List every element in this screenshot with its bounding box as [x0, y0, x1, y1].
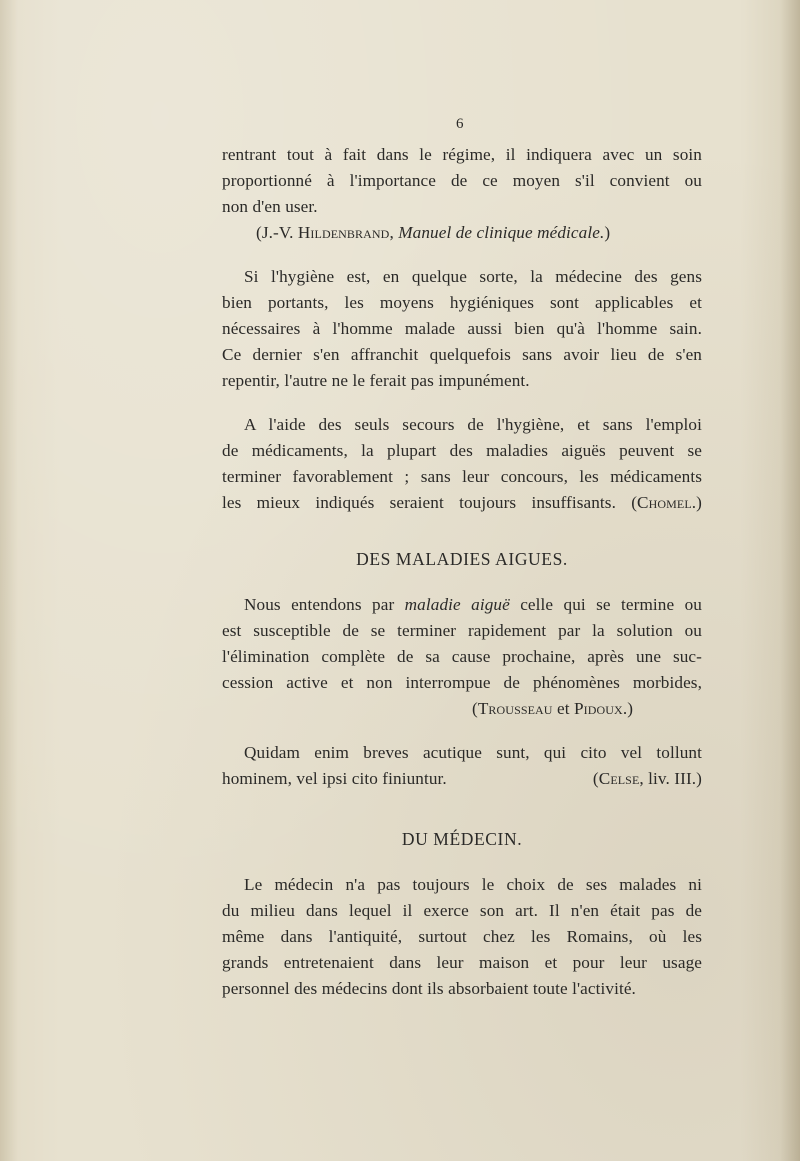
paragraph-continuation — [222, 142, 702, 246]
text-line: personnel des médecins dont ils absorbaient toute l'activité. — [222, 979, 636, 998]
text-block — [222, 142, 702, 1016]
text-line: non d'en user. — [222, 197, 318, 216]
attribution-and: et — [552, 699, 574, 718]
text-fragment: hominem, vel ipsi cito finiuntur. — [222, 769, 447, 788]
text-line: est susceptible de se terminer rapidement par la solution ou — [222, 621, 702, 640]
paragraph-latin-quote — [222, 740, 702, 792]
text-line: Quidam enim breves acutique sunt, qui cito vel tollunt — [244, 743, 702, 762]
attribution-close: ) — [604, 223, 611, 242]
text-line: terminer favorablement ; sans leur concours, les médicaments — [222, 467, 702, 486]
text-line — [222, 592, 702, 618]
attribution-rest: , liv. III.) — [639, 769, 702, 788]
paragraph-secours — [222, 412, 702, 516]
author-name: Hildenbrand — [297, 223, 390, 242]
attribution-open: ( — [592, 769, 599, 788]
section-heading-maladies-aigues: DES MALADIES AIGUES. — [356, 549, 568, 569]
italic-term: maladie aiguë — [404, 595, 510, 614]
text-line: de médicaments, la plupart des maladies aiguës peuvent se — [222, 441, 702, 460]
paragraph-medecin — [222, 872, 702, 1002]
text-line: proportionné à l'importance de ce moyen s'il convient ou — [222, 171, 702, 190]
attribution-open: ( — [472, 699, 478, 718]
attribution-close: .) — [691, 493, 702, 512]
attribution-sep: , — [389, 223, 399, 242]
text-line: bien portants, les moyens hygiéniques sont applicables et — [222, 293, 702, 312]
paragraph-definition — [222, 592, 702, 722]
attribution-close: .) — [622, 699, 634, 718]
author-name: Chomel — [637, 493, 692, 512]
text-line: même dans l'antiquité, surtout chez les Romains, où les — [222, 927, 702, 946]
text-line: A l'aide des seuls secours de l'hygiène, et sans l'emploi — [244, 415, 702, 434]
text-line: cession active et non interrompue de phénomènes morbides, — [222, 673, 702, 692]
author-name: Celse — [598, 769, 640, 788]
page-number: 6 — [456, 116, 464, 132]
attribution-hildenbrand — [222, 220, 702, 246]
attribution-celse — [593, 766, 702, 792]
text-line: rentrant tout à fait dans le régime, il indiquera avec un soin — [222, 145, 702, 164]
attribution-open: (J.-V. — [256, 223, 298, 242]
author-name: Pidoux — [573, 699, 623, 718]
text-line: nécessaires à l'homme malade aussi bien qu'à l'homme sain. — [222, 319, 702, 338]
text-line: Si l'hygiène est, en quelque sorte, la médecine des gens — [244, 267, 702, 286]
text-fragment: Nous entendons par — [244, 595, 405, 614]
text-line: Ce dernier s'en affranchit quelquefois sans avoir lieu de s'en — [222, 345, 702, 364]
paragraph-hygiene — [222, 264, 702, 394]
text-line: du milieu dans lequel il exerce son art. Il n'en était pas de — [222, 901, 702, 920]
attribution-trousseau-pidoux — [222, 696, 702, 722]
section-heading-medecin: DU MÉDECIN. — [401, 829, 523, 849]
work-title: Manuel de clinique médicale. — [398, 223, 605, 242]
text-line: l'élimination complète de sa cause prochaine, après une suc- — [222, 647, 702, 666]
author-name: Trousseau — [477, 699, 553, 718]
text-fragment: celle qui se termine ou — [509, 595, 702, 614]
text-line: repentir, l'autre ne le ferait pas impunément. — [222, 371, 530, 390]
text-line: Le médecin n'a pas toujours le choix de ses malades ni — [244, 875, 702, 894]
text-line: grands entretenaient dans leur maison et pour leur usage — [222, 953, 702, 972]
text-line-with-attribution — [222, 766, 702, 792]
text-line-with-attribution — [222, 490, 702, 516]
text-fragment: les mieux indiqués seraient toujours insuffisants. ( — [222, 493, 638, 512]
